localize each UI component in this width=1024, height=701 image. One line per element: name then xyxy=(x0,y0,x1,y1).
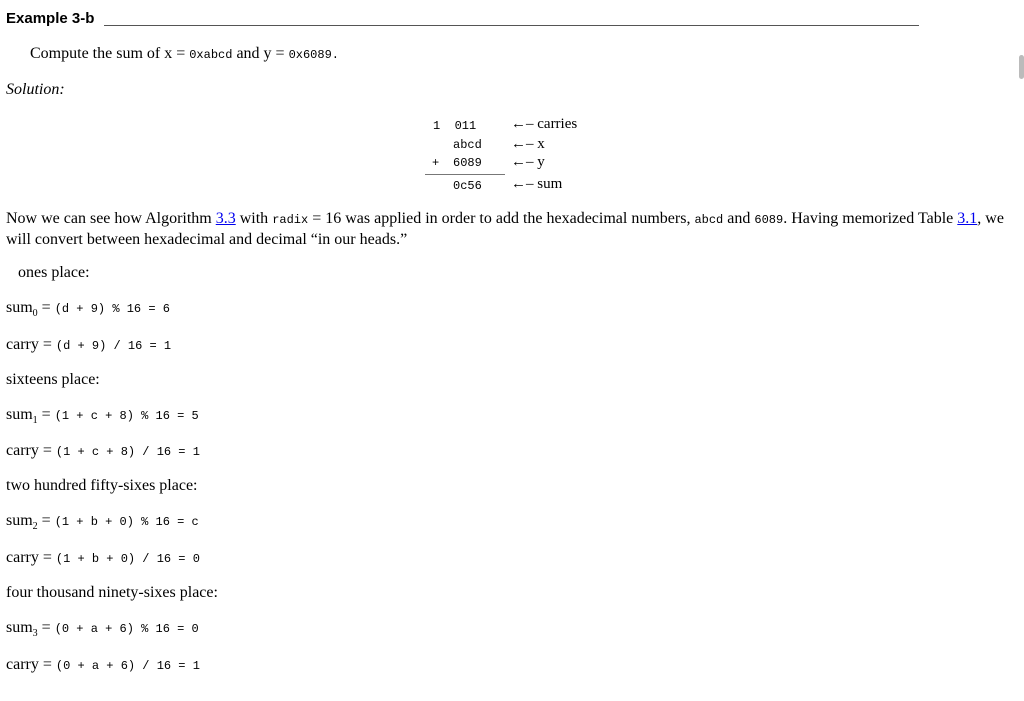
algorithm-3-3-link[interactable]: 3.3 xyxy=(215,210,236,227)
scrollbar-thumb[interactable] xyxy=(1019,55,1024,79)
problem-text-pre: Compute the sum of x = xyxy=(30,45,190,62)
heading-rule xyxy=(104,25,919,26)
carry1-expression: (1 + c + 8) / 16 = 1 xyxy=(55,445,200,459)
carry-word: carry xyxy=(6,549,39,566)
carries-annotation xyxy=(511,116,577,133)
sum-label: sum xyxy=(537,176,563,192)
solution-label: Solution: xyxy=(6,81,65,98)
sum-word: sum xyxy=(6,512,33,529)
example-heading: Example 3-b xyxy=(6,10,95,27)
radix-code: radix xyxy=(272,213,309,227)
carry-word: carry xyxy=(6,336,39,353)
carries-label: carries xyxy=(537,116,578,132)
explanation-paragraph xyxy=(6,209,1006,250)
subscript: 3 xyxy=(32,628,38,640)
sixteens-place-heading: sixteens place: xyxy=(6,371,100,388)
table-3-1-link[interactable]: 3.1 xyxy=(957,210,978,227)
equals: = xyxy=(37,406,55,423)
equals: = xyxy=(38,656,56,673)
x-digits: abcd xyxy=(453,138,482,152)
4096s-place-heading: four thousand ninety-sixes place: xyxy=(6,584,218,601)
sum0-expression: (d + 9) % 16 = 6 xyxy=(54,302,170,316)
abcd-code: abcd xyxy=(694,213,724,227)
carry2-expression: (1 + b + 0) / 16 = 0 xyxy=(55,552,200,566)
arrow-left-icon: ←– xyxy=(511,154,534,170)
carry0-equation xyxy=(6,336,171,354)
sum-word: sum xyxy=(6,619,33,636)
y-annotation xyxy=(511,154,545,171)
subscript: 2 xyxy=(32,521,38,533)
sum1-equation xyxy=(6,406,199,426)
x-label: x xyxy=(537,136,545,152)
sum-annotation xyxy=(511,176,562,193)
arrow-left-icon: ←– xyxy=(511,116,534,132)
equals: = xyxy=(37,619,55,636)
arrow-left-icon: ←– xyxy=(511,136,534,152)
equals: = xyxy=(38,336,56,353)
subscript: 1 xyxy=(32,415,38,427)
equals: = xyxy=(37,299,55,316)
problem-text-end: . xyxy=(331,48,339,62)
equals: = xyxy=(38,549,56,566)
sum3-expression: (0 + a + 6) % 16 = 0 xyxy=(54,622,199,636)
sum2-expression: (1 + b + 0) % 16 = c xyxy=(54,515,199,529)
carry0-expression: (d + 9) / 16 = 1 xyxy=(55,339,172,353)
sum2-equation xyxy=(6,512,199,532)
paragraph-text: with xyxy=(235,210,273,227)
arrow-left-icon: ←– xyxy=(511,176,534,192)
carry-word: carry xyxy=(6,442,39,459)
carries-digits: 1 011 xyxy=(433,119,477,133)
sum-word: sum xyxy=(6,406,33,423)
6089-code: 6089 xyxy=(754,213,784,227)
equals: = xyxy=(37,512,55,529)
equals: = xyxy=(38,442,56,459)
paragraph-text: = 16 was applied in order to add the hexadecimal numbers, xyxy=(308,210,695,227)
y-digits: 6089 xyxy=(453,156,482,170)
problem-statement xyxy=(30,45,339,63)
carry3-expression: (0 + a + 6) / 16 = 1 xyxy=(55,659,200,673)
carry-word: carry xyxy=(6,656,39,673)
problem-text-mid: and y = xyxy=(232,45,289,62)
sum0-equation xyxy=(6,299,170,319)
paragraph-text: and xyxy=(723,210,755,227)
carry1-equation xyxy=(6,442,200,460)
sum-digits: 0c56 xyxy=(453,179,482,193)
256s-place-heading: two hundred fifty-sixes place: xyxy=(6,477,198,494)
paragraph-text: Now we can see how Algorithm xyxy=(6,210,216,227)
subscript: 0 xyxy=(32,308,38,320)
sum-rule xyxy=(425,174,505,175)
paragraph-text: . Having memorized Table xyxy=(783,210,958,227)
y-label: y xyxy=(537,154,545,170)
x-value: 0xabcd xyxy=(189,48,233,62)
ones-place-heading: ones place: xyxy=(18,264,90,281)
carry2-equation xyxy=(6,549,200,567)
paragraph-text: , we will convert between hexadecimal and decimal “in our heads.” xyxy=(6,210,1004,248)
sum1-expression: (1 + c + 8) % 16 = 5 xyxy=(54,409,199,423)
carry3-equation xyxy=(6,656,200,674)
x-annotation xyxy=(511,136,545,153)
plus-sign: + xyxy=(432,156,440,170)
y-value: 0x6089 xyxy=(288,48,332,62)
sum3-equation xyxy=(6,619,199,639)
sum-word: sum xyxy=(6,299,33,316)
